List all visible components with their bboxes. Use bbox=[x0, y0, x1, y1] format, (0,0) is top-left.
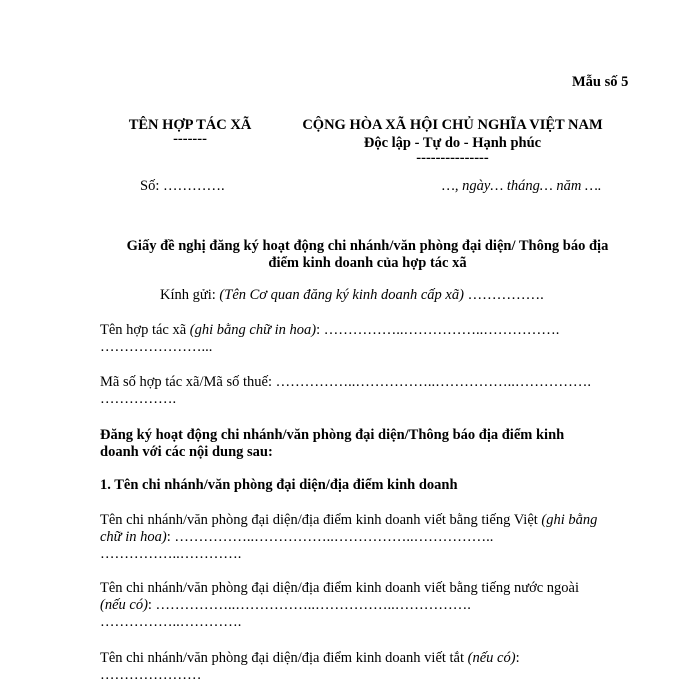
foreign-name-label: Tên chi nhánh/văn phòng đại diện/địa điểm kinh doanh viết bằng tiếng nước ngoài bbox=[100, 580, 580, 596]
abbreviated-name-label: Tên chi nhánh/văn phòng đại diện/địa điểm kinh doanh viết tắt bbox=[100, 650, 468, 666]
document-number: Số: …………. bbox=[140, 178, 225, 194]
section1-title: 1. Tên chi nhánh/văn phòng đại diện/địa điểm kinh doanh bbox=[100, 477, 458, 493]
abbreviated-name-field bbox=[100, 650, 635, 684]
abbreviated-name-dots-line2: ………………… bbox=[100, 667, 202, 683]
cooperative-name-header: TÊN HỢP TÁC XÃ bbox=[128, 117, 252, 133]
recipient-dots: ……………. bbox=[463, 287, 544, 303]
register-intro bbox=[100, 427, 635, 461]
vietnamese-name-label: Tên chi nhánh/văn phòng đại diện/địa điểm kinh doanh viết bằng tiếng Việt bbox=[100, 512, 542, 528]
nation-title: CỘNG HÒA XÃ HỘI CHỦ NGHĨA VIỆT NAM bbox=[302, 117, 603, 133]
recipient-hint: (Tên Cơ quan đăng ký kinh doanh cấp xã) bbox=[219, 287, 464, 303]
tax-id-label: Mã số hợp tác xã/Mã số thuế: bbox=[100, 374, 276, 390]
document-title-line2: điểm kinh doanh của hợp tác xã bbox=[268, 255, 467, 271]
tax-id-dots: ……………..……………..……………..……………. bbox=[275, 374, 591, 390]
document-title-line1: Giấy đề nghị đăng ký hoạt động chi nhánh/văn phòng đại diện/ Thông báo địa bbox=[126, 238, 609, 254]
register-intro-line2: doanh với các nội dung sau: bbox=[100, 444, 273, 460]
cooperative-name-underline: ------- bbox=[173, 131, 207, 147]
cooperative-name-dots-line2: …………………... bbox=[100, 339, 213, 355]
foreign-name-dots: : ……………..……………..……………..……………. bbox=[147, 597, 471, 613]
vietnamese-name-dots-line3: ……………..…………. bbox=[100, 546, 242, 562]
cooperative-name-hint: (ghi bằng chữ in hoa) bbox=[189, 322, 317, 338]
abbreviated-name-hint: (nếu có) bbox=[467, 650, 516, 666]
foreign-name-dots-line3: ……………..…………. bbox=[100, 614, 242, 630]
recipient-label: Kính gửi: bbox=[160, 287, 220, 303]
cooperative-name-dots: : ……………..……………..……………. bbox=[316, 322, 560, 338]
date-line: …, ngày… tháng… năm …. bbox=[442, 178, 602, 194]
foreign-name-field bbox=[100, 580, 635, 631]
cooperative-name-label: Tên hợp tác xã bbox=[100, 322, 190, 338]
recipient-line bbox=[160, 287, 544, 304]
vietnamese-name-field bbox=[100, 512, 635, 563]
tax-id-dots-line2: ……………. bbox=[100, 391, 177, 407]
cooperative-name-field bbox=[100, 322, 635, 356]
abbreviated-name-colon: : bbox=[515, 650, 520, 666]
nation-motto: Độc lập - Tự do - Hạnh phúc bbox=[363, 135, 542, 151]
form-number: Mẫu số 5 bbox=[572, 74, 629, 90]
tax-id-field bbox=[100, 374, 635, 408]
vietnamese-name-hint-part1: (ghi bằng bbox=[541, 512, 598, 528]
vietnamese-name-dots: : ……………..……………..……………..…………….. bbox=[166, 529, 494, 545]
foreign-name-hint: (nếu có) bbox=[100, 597, 148, 613]
register-intro-line1: Đăng ký hoạt động chi nhánh/văn phòng đại diện/Thông báo địa điểm kinh bbox=[100, 427, 565, 443]
vietnamese-name-hint-part2: chữ in hoa) bbox=[100, 529, 167, 545]
nation-underline: --------------- bbox=[416, 150, 489, 166]
